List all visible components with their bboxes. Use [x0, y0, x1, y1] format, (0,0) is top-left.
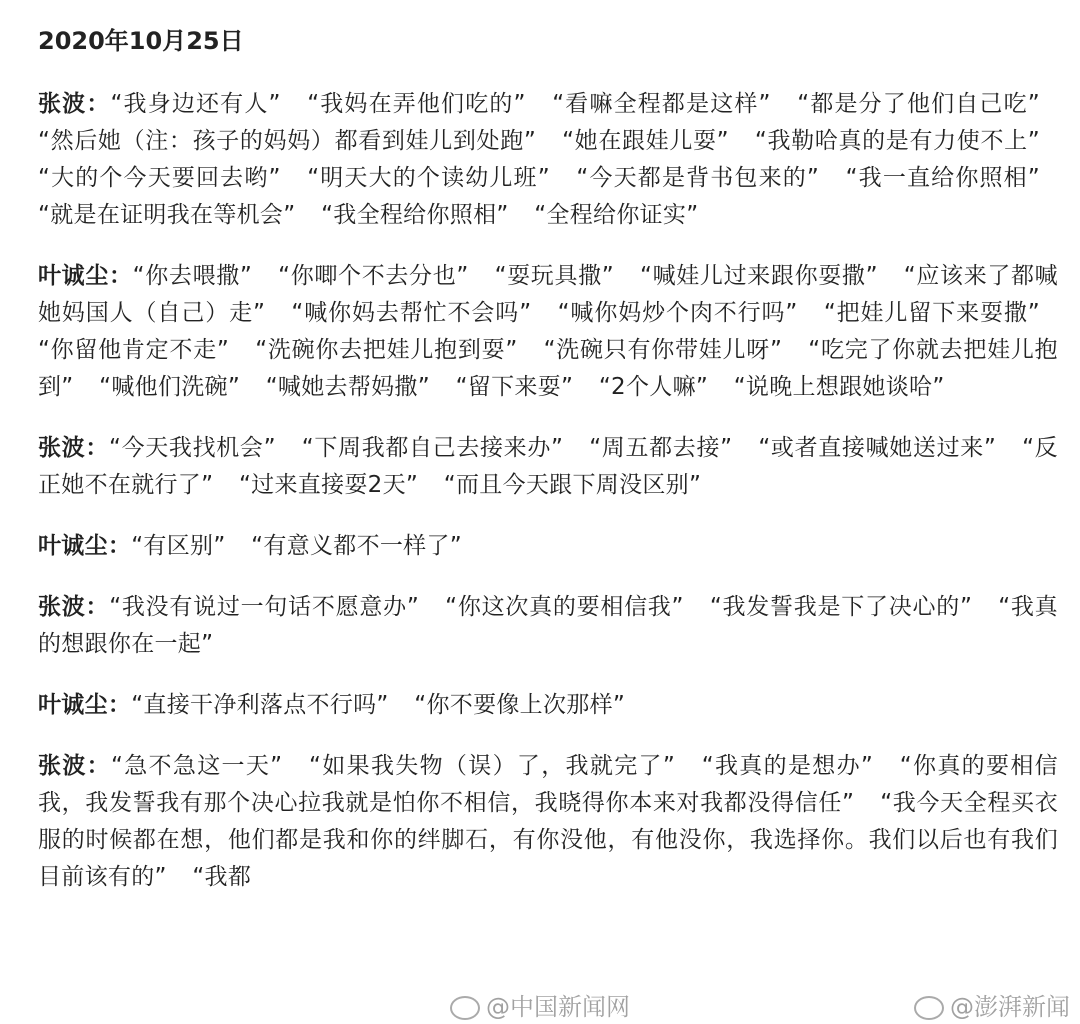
- dialogue-paragraph: [38, 86, 1058, 234]
- quote-text: “周五都去接”: [589, 435, 733, 461]
- quote-text: “把娃儿留下来耍撒”: [823, 300, 1040, 326]
- quote-text: “吃完了你就去把娃儿抱到”: [38, 337, 1058, 400]
- quote-text: “我真的想跟你在一起”: [38, 594, 1058, 657]
- quote-text: “喊她去帮妈撒”: [265, 374, 430, 400]
- quote-text: “明天大的个读幼儿班”: [307, 165, 550, 191]
- dialogue-paragraph: [38, 589, 1058, 663]
- dialogue-paragraph: [38, 258, 1058, 406]
- quote-text: “你不要像上次那样”: [414, 692, 626, 718]
- dialogue-paragraph: [38, 687, 1058, 724]
- quote-text: “耍玩具撒”: [494, 263, 615, 289]
- watermark-thepaper: [914, 987, 1070, 1022]
- quote-text: “都是分了他们自己吃”: [797, 91, 1040, 117]
- watermark-chinanews: [450, 987, 630, 1022]
- quote-text: “我都: [192, 864, 252, 890]
- quote-text: “你去喂撒”: [132, 263, 253, 289]
- quote-text: “喊你妈去帮忙不会吗”: [291, 300, 532, 326]
- quote-text: “我身边还有人”: [110, 91, 281, 117]
- quote-text: “如果我失物（误）了，我就完了”: [309, 753, 676, 779]
- speaker-name: 叶诚尘：: [38, 692, 132, 718]
- quote-text: “喊他们洗碗”: [99, 374, 241, 400]
- quote-text: “我勒哈真的是有力使不上”: [754, 128, 1040, 154]
- quote-text: “你唧个不去分也”: [278, 263, 469, 289]
- quote-text: “我全程给你照相”: [321, 202, 509, 228]
- quote-text: “我今天全程买衣服的时候都在想，他们都是我和你的绊脚石，有你没他，有他没你，我选择你。我们以后也有我们目前该有的”: [38, 790, 1058, 890]
- document-date: 2020年10月25日: [38, 27, 244, 55]
- quote-text: “有意义都不一样了”: [251, 533, 463, 559]
- quote-text: “喊你妈炒个肉不行吗”: [557, 300, 798, 326]
- quote-text: “喊娃儿过来跟你耍撒”: [640, 263, 878, 289]
- quote-text: “应该来了都喊她妈国人（自己）走”: [38, 263, 1058, 326]
- watermark-left-text: @中国新闻网: [486, 993, 630, 1021]
- quote-text: “直接干净利落点不行吗”: [131, 692, 389, 718]
- speaker-name: 张波：: [38, 753, 111, 779]
- quote-text: “你这次真的要相信我”: [445, 594, 684, 620]
- quote-text: “2个人嘛”: [598, 374, 709, 400]
- quote-text: “我妈在弄他们吃的”: [307, 91, 526, 117]
- speaker-name: 叶诚尘：: [38, 263, 133, 289]
- quote-text: “或者直接喊她送过来”: [758, 435, 997, 461]
- dialogue-transcript: [38, 86, 1058, 896]
- quote-text: “看嘛全程都是这样”: [552, 91, 771, 117]
- speaker-name: 张波：: [38, 594, 110, 620]
- dialogue-paragraph: [38, 748, 1058, 896]
- quote-text: “洗碗你去把娃儿抱到耍”: [255, 337, 518, 363]
- quote-text: “洗碗只有你带娃儿呀”: [543, 337, 783, 363]
- quote-text: “我发誓我是下了决心的”: [709, 594, 973, 620]
- quote-text: “而且今天跟下周没区别”: [443, 472, 702, 498]
- speaker-name: 张波：: [38, 91, 111, 117]
- quote-text: “今天都是背书包来的”: [576, 165, 820, 191]
- quote-text: “急不急这一天”: [110, 753, 283, 779]
- quote-text: “你真的要相信我，我发誓我有那个决心拉我就是怕你不相信，我晓得你本来对我都没得信任”: [38, 753, 1058, 816]
- quote-text: “反正她不在就行了”: [38, 435, 1058, 498]
- dialogue-paragraph: [38, 528, 1058, 565]
- dialogue-paragraph: [38, 430, 1058, 504]
- quote-text: “今天我找机会”: [109, 435, 276, 461]
- quote-text: “你留他肯定不走”: [38, 337, 230, 363]
- quote-text: “大的个今天要回去哟”: [38, 165, 281, 191]
- quote-text: “过来直接耍2天”: [238, 472, 419, 498]
- quote-text: “然后她（注：孩子的妈妈）都看到娃儿到处跑”: [38, 128, 537, 154]
- quote-text: “我没有说过一句话不愿意办”: [109, 594, 420, 620]
- quote-text: “全程给你证实”: [534, 202, 699, 228]
- quote-text: “说晚上想跟她谈哈”: [733, 374, 945, 400]
- watermark-right-text: @澎湃新闻: [950, 993, 1070, 1021]
- quote-text: “我真的是想办”: [701, 753, 874, 779]
- weibo-icon: [450, 996, 480, 1020]
- quote-text: “留下来耍”: [455, 374, 574, 400]
- weibo-icon: [914, 996, 944, 1020]
- speaker-name: 叶诚尘：: [38, 533, 132, 559]
- quote-text: “就是在证明我在等机会”: [38, 202, 296, 228]
- quote-text: “她在跟娃儿耍”: [562, 128, 729, 154]
- document-body: [38, 18, 1058, 920]
- speaker-name: 张波：: [38, 435, 109, 461]
- quote-text: “下周我都自己去接来办”: [301, 435, 564, 461]
- quote-text: “有区别”: [131, 533, 226, 559]
- quote-text: “我一直给你照相”: [845, 165, 1041, 191]
